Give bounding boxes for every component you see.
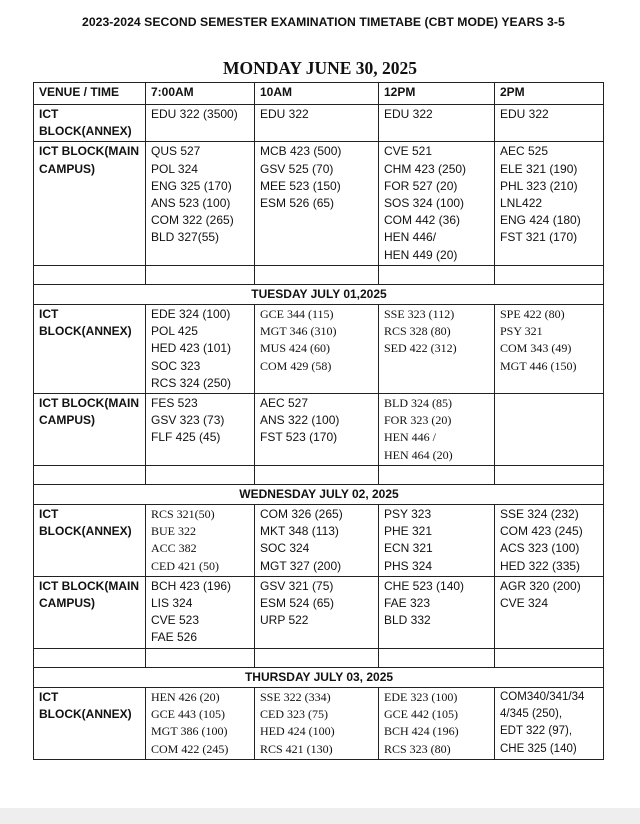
- course-entry: GSV 321 (75): [260, 578, 334, 593]
- slot-cell: [379, 505, 495, 577]
- course-entry: GCE 443 (105): [151, 707, 225, 722]
- slot-cell: [495, 394, 604, 466]
- header-venue: VENUE / TIME: [34, 83, 146, 105]
- course-entry: BLD 332: [384, 613, 431, 628]
- header-10am: 10AM: [255, 83, 379, 105]
- thursday-annex-row: [34, 687, 604, 759]
- slot-cell: [379, 142, 495, 265]
- course-entry: CHE 523 (140): [384, 578, 465, 593]
- course-entry: COM 326 (265): [260, 507, 343, 522]
- course-entry: CHE 325 (140): [500, 742, 577, 755]
- slot-cell: [255, 505, 379, 577]
- course-entry: CHM 423 (250): [384, 161, 467, 176]
- wednesday-annex-row: [34, 505, 604, 577]
- slot-cell: [495, 142, 604, 265]
- course-entry: ECN 321: [384, 541, 433, 556]
- course-entry: ELE 321 (190): [500, 161, 578, 176]
- day-heading-wednesday: WEDNESDAY JULY 02, 2025: [34, 484, 604, 504]
- course-entry: ACC 382: [151, 541, 197, 556]
- course-entry: CED 421 (50): [151, 558, 219, 573]
- course-entry: PHL 323 (210): [500, 178, 578, 193]
- course-entry: GCE 344 (115): [260, 307, 334, 322]
- day-heading-tuesday: TUESDAY JULY 01,2025: [34, 284, 604, 304]
- slot-cell: [146, 576, 255, 648]
- course-entry: MGT 386 (100): [151, 724, 228, 739]
- course-entry: AEC 525: [500, 144, 549, 159]
- day-heading-monday: MONDAY JUNE 30, 2025: [222, 58, 418, 78]
- course-entry: BLD 324 (85): [384, 396, 452, 411]
- course-entry: ENG 325 (170): [151, 178, 232, 193]
- course-entry: MUS 424 (60): [260, 341, 331, 356]
- course-entry: EDE 323 (100): [384, 689, 458, 704]
- day-row-tuesday: [34, 284, 604, 304]
- header-7am: 7:00AM: [146, 83, 255, 105]
- course-entry: COM 442 (36): [384, 213, 461, 228]
- course-entry: EDE 324 (100): [151, 307, 231, 322]
- course-entry: COM 423 (245): [500, 524, 583, 539]
- course-entry: ESM 526 (65): [260, 196, 335, 211]
- course-entry: SSE 322 (334): [260, 689, 331, 704]
- slot-cell: [495, 105, 604, 142]
- slot-cell: [255, 305, 379, 394]
- tuesday-annex-row: [34, 305, 604, 394]
- course-entry: FST 321 (170): [500, 230, 578, 245]
- course-entry: HEN 446/: [384, 230, 437, 245]
- slot-cell: [495, 576, 604, 648]
- course-entry: HEN 426 (20): [151, 689, 220, 704]
- course-entry: POL 425: [151, 324, 198, 339]
- course-entry: SPE 422 (80): [500, 307, 565, 322]
- course-entry: EDT 322 (97),: [500, 725, 573, 738]
- course-entry: SOS 324 (100): [384, 196, 465, 211]
- course-entry: BCH 424 (196): [384, 724, 459, 739]
- course-entry: SOC 323: [151, 358, 201, 373]
- slot-cell: [146, 687, 255, 759]
- course-entry: HED 322 (335): [500, 558, 581, 573]
- course-entry: SSE 323 (112): [384, 307, 455, 322]
- course-entry: BLD 327(55): [151, 230, 220, 245]
- course-entry: FLF 425 (45): [151, 430, 221, 445]
- course-entry: RCS 421 (130): [260, 741, 333, 756]
- slot-cell: [255, 576, 379, 648]
- course-entry: HEN 464 (20): [384, 447, 453, 462]
- slot-cell: [495, 305, 604, 394]
- slot-cell: [495, 505, 604, 577]
- course-entry: COM 343 (49): [500, 341, 572, 356]
- course-entry: FST 523 (170): [260, 430, 338, 445]
- course-entry: LIS 324: [151, 596, 193, 611]
- tuesday-main-row: [34, 394, 604, 466]
- course-entry: EDU 322: [384, 107, 433, 121]
- spacer-row: [34, 265, 604, 284]
- course-entry: SSE 324 (232): [500, 507, 579, 522]
- course-entry: COM 422 (245): [151, 741, 229, 756]
- course-entry: SOC 324: [260, 541, 310, 556]
- course-entry: CVE 324: [500, 596, 549, 611]
- spacer-row: [34, 648, 604, 667]
- course-entry: GCE 442 (105): [384, 707, 458, 722]
- slot-cell: [255, 394, 379, 466]
- course-entry: FOR 323 (20): [384, 413, 452, 428]
- timetable: [33, 82, 604, 760]
- monday-main-row: [34, 142, 604, 265]
- course-entry: HEN 449 (20): [384, 247, 458, 262]
- monday-annex-row: [34, 105, 604, 142]
- venue-cell: ICT BLOCK(ANNEX): [34, 505, 146, 577]
- venue-cell: ICT BLOCK(ANNEX): [34, 105, 146, 142]
- document-title: 2023-2024 SECOND SEMESTER EXAMINATION TIMETABE (CBT MODE) YEARS 3-5: [82, 15, 565, 29]
- course-entry: QUS 527: [151, 144, 201, 159]
- course-entry: PHS 324: [384, 558, 433, 573]
- course-entry: MKT 348 (113): [260, 524, 339, 539]
- course-entry: LNL422: [500, 196, 543, 211]
- course-entry: RCS 324 (250): [151, 375, 232, 390]
- slot-cell: [146, 142, 255, 265]
- course-entry: ANS 523 (100): [151, 196, 231, 211]
- course-entry: RCS 321(50): [151, 507, 215, 522]
- slot-cell: [255, 687, 379, 759]
- course-entry: CVE 523: [151, 613, 200, 628]
- course-entry: HED 424 (100): [260, 724, 335, 739]
- slot-cell: [495, 687, 604, 759]
- day-row-wednesday: [34, 484, 604, 504]
- course-entry: PSY 321: [500, 324, 543, 339]
- course-entry: ACS 323 (100): [500, 541, 580, 556]
- slot-cell: [379, 394, 495, 466]
- column-header-row: [34, 83, 604, 105]
- course-entry: RCS 323 (80): [384, 741, 451, 756]
- day-heading-thursday: THURSDAY JULY 03, 2025: [34, 667, 604, 687]
- venue-cell: ICT BLOCK(MAIN CAMPUS): [34, 576, 146, 648]
- venue-cell: ICT BLOCK(ANNEX): [34, 687, 146, 759]
- course-entry: ENG 424 (180): [500, 213, 581, 228]
- slot-cell: [255, 142, 379, 265]
- course-entry: FOR 527 (20): [384, 178, 458, 193]
- course-entry: MGT 327 (200): [260, 558, 342, 573]
- course-entry: GSV 323 (73): [151, 413, 225, 428]
- course-entry: MEE 523 (150): [260, 178, 341, 193]
- course-entry: BUE 322: [151, 524, 196, 539]
- spacer-row: [34, 465, 604, 484]
- course-entry: SED 422 (312): [384, 341, 457, 356]
- course-entry: FAE 526: [151, 630, 198, 645]
- course-entry: PSY 323: [384, 507, 432, 522]
- course-entry: CED 323 (75): [260, 707, 328, 722]
- course-entry: FAE 323: [384, 596, 431, 611]
- venue-cell: ICT BLOCK(MAIN CAMPUS): [34, 394, 146, 466]
- course-entry: FES 523: [151, 396, 198, 411]
- course-entry: MGT 346 (310): [260, 324, 337, 339]
- slot-cell: [146, 505, 255, 577]
- slot-cell: [379, 576, 495, 648]
- course-entry: RCS 328 (80): [384, 324, 451, 339]
- day-row-thursday: [34, 667, 604, 687]
- course-entry: HEN 446 /: [384, 430, 436, 445]
- course-entry: EDU 322 (3500): [151, 107, 238, 121]
- slot-cell: [146, 305, 255, 394]
- course-entry: 4/345 (250),: [500, 708, 563, 721]
- slot-cell: [146, 394, 255, 466]
- course-entry: MCB 423 (500): [260, 144, 342, 159]
- course-entry: COM 429 (58): [260, 358, 332, 373]
- course-entry: CVE 521: [384, 144, 433, 159]
- slot-cell: [379, 105, 495, 142]
- course-entry: COM340/341/34: [500, 690, 585, 703]
- course-entry: BCH 423 (196): [151, 578, 232, 593]
- header-2pm: 2PM: [495, 83, 604, 105]
- course-entry: EDU 322: [260, 107, 309, 121]
- venue-cell: ICT BLOCK(ANNEX): [34, 305, 146, 394]
- slot-cell: [379, 687, 495, 759]
- course-entry: HED 423 (101): [151, 341, 232, 356]
- course-entry: URP 522: [260, 613, 309, 628]
- bottom-strip: [0, 808, 640, 824]
- slot-cell: [379, 305, 495, 394]
- course-entry: ANS 322 (100): [260, 413, 340, 428]
- course-entry: AGR 320 (200): [500, 578, 581, 593]
- course-entry: AEC 527: [260, 396, 309, 411]
- course-entry: PHE 321: [384, 524, 433, 539]
- course-entry: POL 324: [151, 161, 198, 176]
- course-entry: COM 322 (265): [151, 213, 234, 228]
- slot-cell: [146, 105, 255, 142]
- course-entry: GSV 525 (70): [260, 161, 334, 176]
- slot-cell: [255, 105, 379, 142]
- course-entry: EDU 322: [500, 107, 549, 121]
- wednesday-main-row: [34, 576, 604, 648]
- course-entry: ESM 524 (65): [260, 596, 335, 611]
- header-12pm: 12PM: [379, 83, 495, 105]
- course-entry: MGT 446 (150): [500, 358, 577, 373]
- venue-cell: ICT BLOCK(MAIN CAMPUS): [34, 142, 146, 265]
